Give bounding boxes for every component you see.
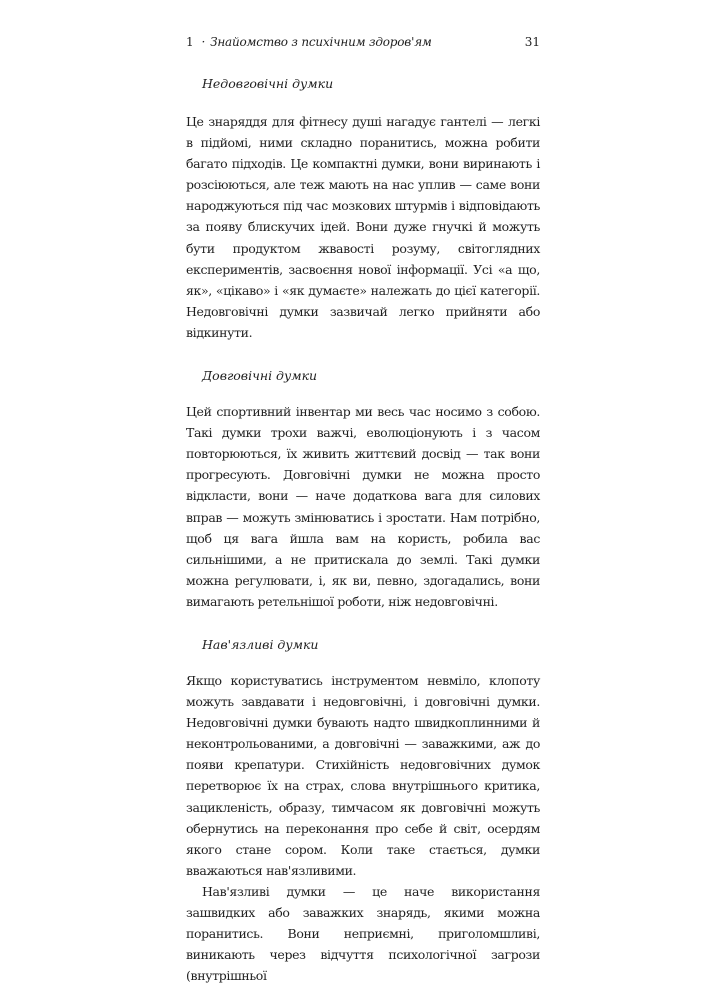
paragraph: Це знаряддя для фітнесу душі нагадує гантелі — легкі в підйомі, ними складно поранитись, можна робити багато підходів. Це компактні думки, вони виринають і розсіюються, але теж мають на нас уплив — саме вони народжуються під час мозкових штурмів і відповідають за появу блискучих ідей. Вони дуже гнучкі й можуть бути продуктом жвавості розуму, світоглядних експериментів, засвоєння нової інформації. Усі «а що, як», «цікаво» і «як думаєте» належать до цієї категорії. Недовговічні думки зазвичай легко прийняти або відкинути. (186, 114, 540, 340)
section-title-short-lived: Недовговічні думки (202, 76, 334, 91)
running-head (186, 34, 540, 50)
section-title-long-lived: Довговічні думки (202, 368, 318, 384)
chapter-number: 1 (186, 35, 194, 49)
chapter-separator: · (201, 35, 206, 49)
page-number: 31 (524, 35, 540, 49)
section-title-intrusive: Нав'язливі думки (202, 636, 319, 652)
paragraph: Цей спортивний інвентар ми весь час носимо з собою. Такі думки трохи важчі, еволюціонують і з часом повторюються, їх живить життєвий досвід — так вони прогресують. Довговічні думки не можна просто відкласти, вони — наче додаткова вага для силових вправ — можуть змінюватись і зростати. Нам потрібно, щоб ця вага йшла вам на користь, робила вас сильнішими, а не притискала до землі. Такі думки можна регулювати, і, як ви, певно, здогадались, вони вимагають ретельнішої роботи, ніж недовговічні. (186, 404, 540, 609)
chapter-heading (186, 34, 432, 50)
book-page (186, 34, 540, 986)
paragraph: Якщо користуватись інструментом невміло, клопоту можуть завдавати і недовговічні, і довговічні думки. Недовговічні думки бувають надто швидкоплинними й неконтрольованими, а довговічні — заважкими, аж до появи крепатури. Стихійність недовговічних думок перетворює їх на страх, слова внутрішнього критика, зацикленість, образу, тимчасом як довговічні можуть обернутись на переконання про себе й світ, осердям якого стане сором. Коли таке стається, думки вважаються нав'язливими. (186, 672, 540, 878)
chapter-title: Знайомство з психічним здоров'ям (210, 35, 432, 49)
paragraph: Нав'язливі думки — це наче використання зашвидких або заважких знарядь, якими можна поранитись. Вони неприємні, приголомшливі, виникають через відчуття психологічної загрози (внутрішньої (186, 883, 540, 984)
